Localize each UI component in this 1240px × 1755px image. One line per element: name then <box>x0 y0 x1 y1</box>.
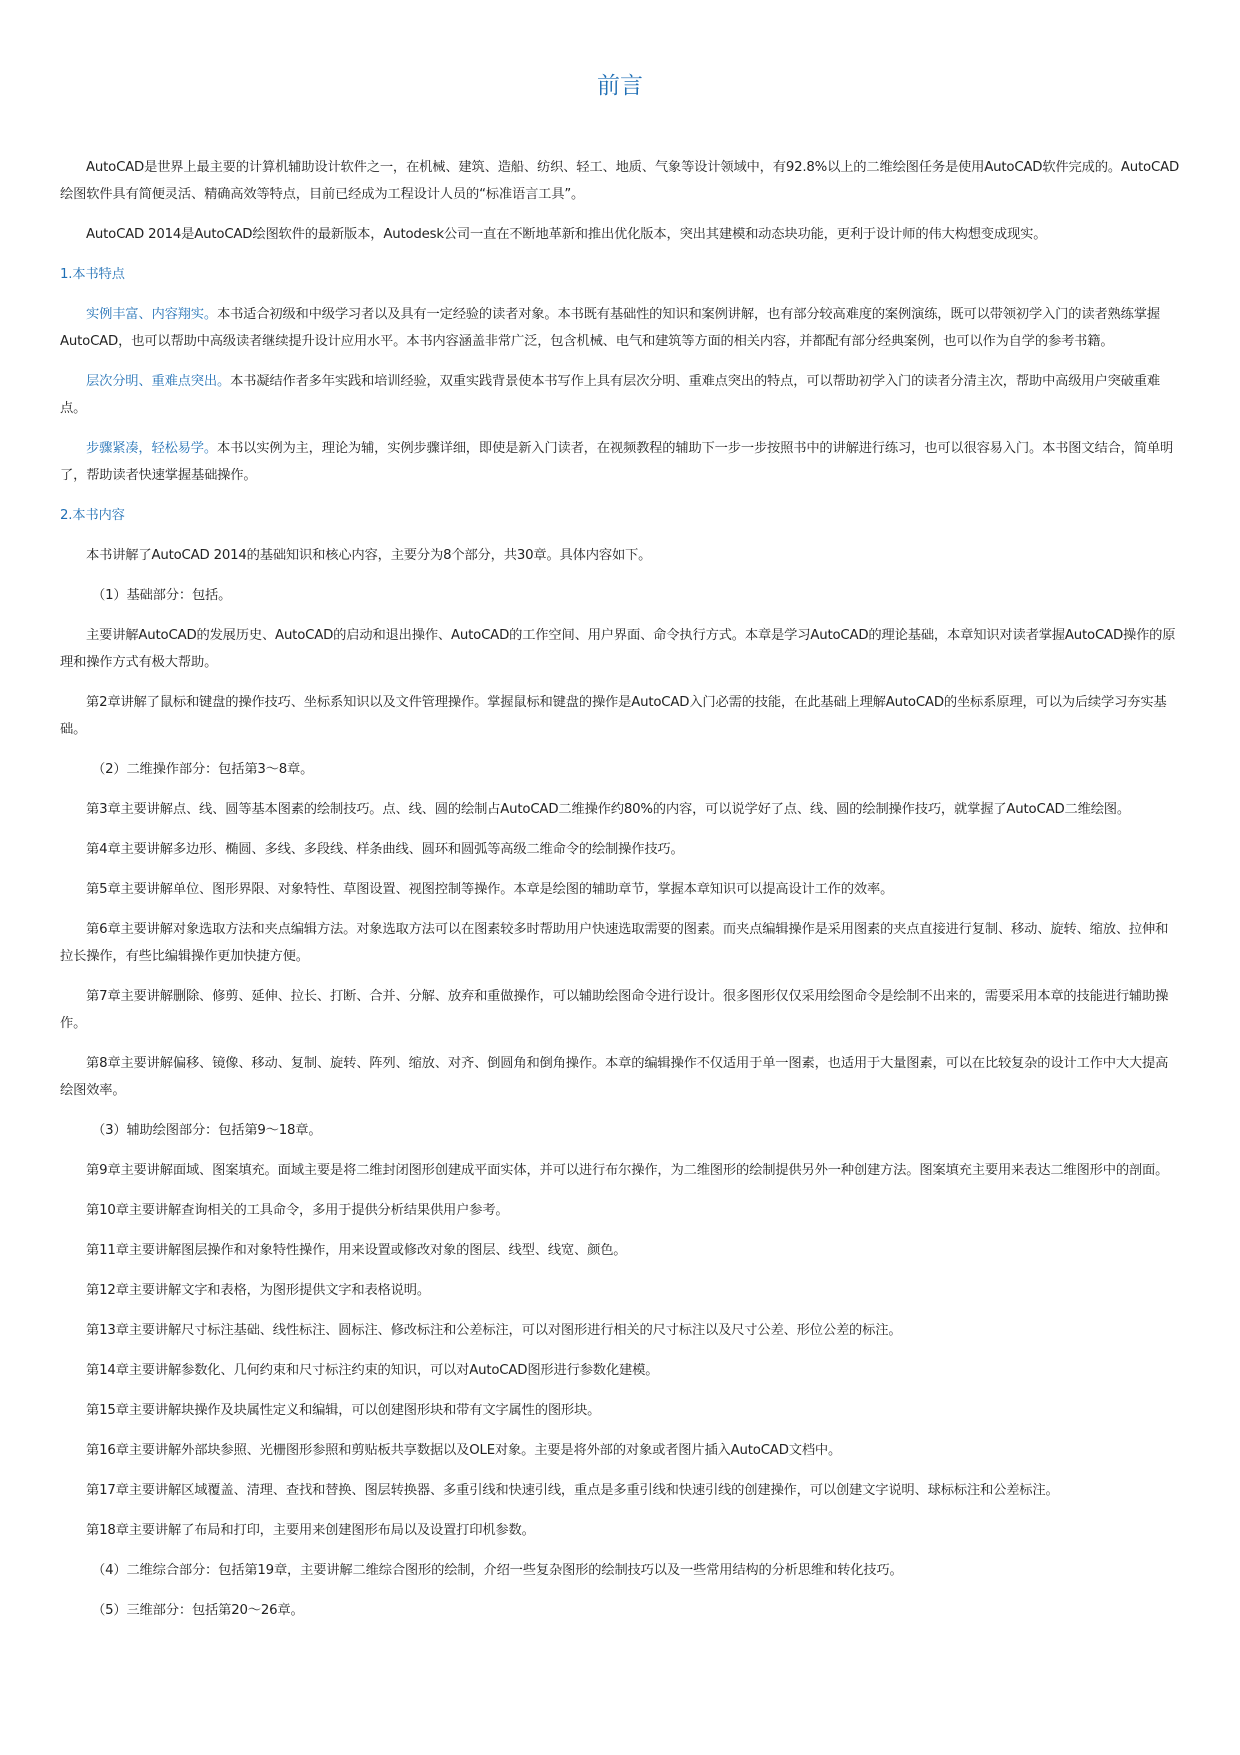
page-title: 前言 <box>597 73 643 99</box>
body-paragraph: 第8章主要讲解偏移、镜像、移动、复制、旋转、阵列、缩放、对齐、倒圆角和倒角操作。本章的编辑操作不仅适用于单一图素，也适用于大量图素，可以在比较复杂的设计工作中大大提高绘图效率。 <box>60 1056 1169 1098</box>
body-paragraph: 第18章主要讲解了布局和打印，主要用来创建图形布局以及设置打印机参数。 <box>86 1523 535 1538</box>
body-paragraph: 第13章主要讲解尺寸标注基础、线性标注、圆标注、修改标注和公差标注，可以对图形进行相关的尺寸标注以及尺寸公差、形位公差的标注。 <box>86 1323 902 1338</box>
feature-paragraph <box>60 435 1180 489</box>
part-paragraph: （4）二维综合部分：包括第19章，主要讲解二维综合图形的绘制，介绍一些复杂图形的绘制技巧以及一些常用结构的分析思维和转化技巧。 <box>92 1563 903 1578</box>
document-page <box>60 0 1180 1637</box>
section-heading: 2.本书内容 <box>60 508 125 523</box>
body-paragraph: 第14章主要讲解参数化、几何约束和尺寸标注约束的知识，可以对AutoCAD图形进行参数化建模。 <box>86 1363 659 1378</box>
body-paragraph: 第11章主要讲解图层操作和对象特性操作，用来设置或修改对象的图层、线型、线宽、颜色。 <box>86 1243 627 1258</box>
feature-paragraph <box>60 301 1180 355</box>
part-paragraph: （1）基础部分：包括。 <box>92 588 232 603</box>
body-paragraph: 第9章主要讲解面域、图案填充。面域主要是将二维封闭图形创建成平面实体，并可以进行布尔操作，为二维图形的绘制提供另外一种创建方法。图案填充主要用来表达二维图形中的剖面。 <box>86 1163 1169 1178</box>
body-paragraph: 第10章主要讲解查询相关的工具命令，多用于提供分析结果供用户参考。 <box>86 1203 509 1218</box>
body-paragraph: AutoCAD 2014是AutoCAD绘图软件的最新版本，Autodesk公司一直在不断地革新和推出优化版本，突出其建模和动态块功能，更利于设计师的伟大构想变成现实。 <box>86 227 1047 242</box>
feature-paragraph <box>60 368 1180 422</box>
section-heading: 1.本书特点 <box>60 267 125 282</box>
part-paragraph: （2）二维操作部分：包括第3～8章。 <box>92 762 314 777</box>
body-paragraph: 第12章主要讲解文字和表格，为图形提供文字和表格说明。 <box>86 1283 430 1298</box>
body-paragraph: 第16章主要讲解外部块参照、光栅图形参照和剪贴板共享数据以及OLE对象。主要是将外部的对象或者图片插入AutoCAD文档中。 <box>86 1443 842 1458</box>
body-paragraph: AutoCAD是世界上最主要的计算机辅助设计软件之一，在机械、建筑、造船、纺织、轻工、地质、气象等设计领域中，有92.8%以上的二维绘图任务是使用AutoCAD软件完成的。AutoCAD绘图软件具有简便灵活、精确高效等特点，目前已经成为工程设计人员的“标准语言工具”。 <box>60 160 1180 202</box>
feature-lead: 步骤紧凑，轻松易学。 <box>86 441 217 456</box>
body-paragraph: 主要讲解AutoCAD的发展历史、AutoCAD的启动和退出操作、AutoCAD的工作空间、用户界面、命令执行方式。本章是学习AutoCAD的理论基础，本章知识对读者掌握AutoCAD操作的原理和操作方式有极大帮助。 <box>60 628 1176 670</box>
body-paragraph: 第7章主要讲解删除、修剪、延伸、拉长、打断、合并、分解、放弃和重做操作，可以辅助绘图命令进行设计。很多图形仅仅采用绘图命令是绘制不出来的，需要采用本章的技能进行辅助操作。 <box>60 989 1169 1031</box>
part-paragraph: （5）三维部分：包括第20～26章。 <box>92 1603 304 1618</box>
body-paragraph: 第6章主要讲解对象选取方法和夹点编辑方法。对象选取方法可以在图素较多时帮助用户快速选取需要的图素。而夹点编辑操作是采用图素的夹点直接进行复制、移动、旋转、缩放、拉伸和拉长操作，有些比编辑操作更加快捷方便。 <box>60 922 1169 964</box>
document-body <box>60 154 1180 1624</box>
feature-text: 本书适合初级和中级学习者以及具有一定经验的读者对象。本书既有基础性的知识和案例讲解，也有部分较高难度的案例演练，既可以带领初学入门的读者熟练掌握AutoCAD，也可以帮助中高级读者继续提升设计应用水平。本书内容涵盖非常广泛，包含机械、电气和建筑等方面的相关内容，并都配有部分经典案例，也可以作为自学的参考书籍。 <box>60 307 1160 349</box>
feature-lead: 实例丰富、内容翔实。 <box>86 307 217 322</box>
part-paragraph: （3）辅助绘图部分：包括第9～18章。 <box>92 1123 322 1138</box>
body-paragraph: 第15章主要讲解块操作及块属性定义和编辑，可以创建图形块和带有文字属性的图形块。 <box>86 1403 601 1418</box>
body-paragraph: 第2章讲解了鼠标和键盘的操作技巧、坐标系知识以及文件管理操作。掌握鼠标和键盘的操作是AutoCAD入门必需的技能，在此基础上理解AutoCAD的坐标系原理，可以为后续学习夯实基础。 <box>60 695 1167 737</box>
body-paragraph: 第5章主要讲解单位、图形界限、对象特性、草图设置、视图控制等操作。本章是绘图的辅助章节，掌握本章知识可以提高设计工作的效率。 <box>86 882 894 897</box>
body-paragraph: 第4章主要讲解多边形、椭圆、多线、多段线、样条曲线、圆环和圆弧等高级二维命令的绘制操作技巧。 <box>86 842 684 857</box>
body-paragraph: 第17章主要讲解区域覆盖、清理、查找和替换、图层转换器、多重引线和快速引线，重点是多重引线和快速引线的创建操作，可以创建文字说明、球标标注和公差标注。 <box>86 1483 1059 1498</box>
feature-text: 本书以实例为主，理论为辅，实例步骤详细，即使是新入门读者，在视频教程的辅助下一步一步按照书中的讲解进行练习，也可以很容易入门。本书图文结合，简单明了，帮助读者快速掌握基础操作。 <box>60 441 1174 483</box>
feature-text: 本书凝结作者多年实践和培训经验，双重实践背景使本书写作上具有层次分明、重难点突出的特点，可以帮助初学入门的读者分清主次，帮助中高级用户突破重难点。 <box>60 374 1160 416</box>
body-paragraph: 第3章主要讲解点、线、圆等基本图素的绘制技巧。点、线、圆的绘制占AutoCAD二维操作约80%的内容，可以说学好了点、线、圆的绘制操作技巧，就掌握了AutoCAD二维绘图。 <box>86 802 1130 817</box>
body-paragraph: 本书讲解了AutoCAD 2014的基础知识和核心内容，主要分为8个部分，共30章。具体内容如下。 <box>86 548 652 563</box>
feature-lead: 层次分明、重难点突出。 <box>86 374 231 389</box>
